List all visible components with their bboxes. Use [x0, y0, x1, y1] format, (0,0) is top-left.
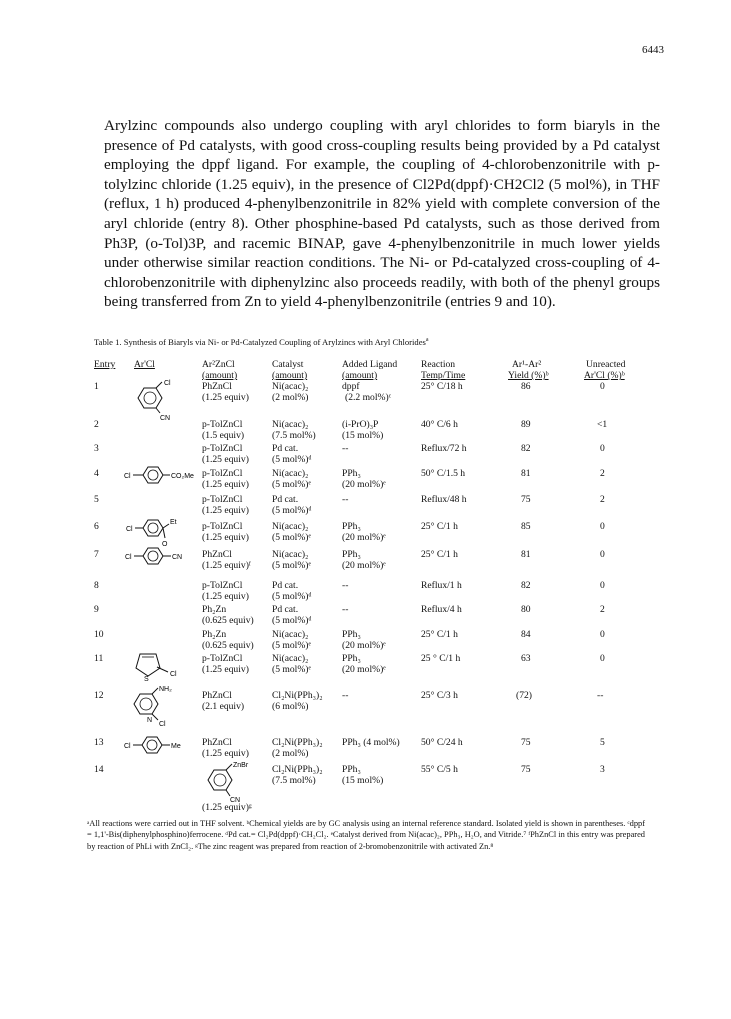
- row-5-catalyst: Pd cat.: [272, 494, 299, 505]
- row-6-conditions: 25° C/1 h: [421, 521, 458, 532]
- row-3-yield: 82: [521, 443, 531, 454]
- row-7-ligand: PPh₃: [342, 549, 361, 560]
- row-11-ligand-amount: (20 mol%)ᵉ: [342, 664, 386, 675]
- thiophene-ring-icon: [134, 648, 190, 682]
- row-14-zn-amount: (1.25 equiv)ᵍ: [202, 802, 252, 813]
- row-4-yield: 81: [521, 468, 531, 479]
- row-8-zn-amount: (1.25 equiv): [202, 591, 249, 602]
- row-13-catalyst: Cl₂Ni(PPh₃)₂: [272, 737, 323, 748]
- row-7-yield: 81: [521, 549, 531, 560]
- header-reaction-sub: Temp/Time: [421, 370, 466, 381]
- row-10-ligand-amount: (20 mol%)ᵉ: [342, 640, 386, 651]
- row-5-zn: p-TolZnCl: [202, 494, 243, 505]
- row-4-catalyst-amount: (5 mol%)ᵉ: [272, 479, 311, 490]
- row-7-label-cn: CN: [172, 554, 183, 561]
- row-2-zn-amount: (1.5 equiv): [202, 430, 245, 441]
- header-arzn-sub: (amount): [202, 370, 238, 381]
- row-11-structure: [134, 648, 190, 682]
- row-14-ligand: PPh₃: [342, 764, 361, 775]
- body-paragraph: Arylzinc compounds also undergo coupling with aryl chlorides to form biaryls in the presence of Pd catalysts, with good cross-coupling results being provided by a Pd catalyst employing the dppf ligand. For example, the coupling of 4-chlorobenzonitrile with p-tolylzinc chloride (1.25 equiv), in the presence of Cl2Pd(dppf)·CH2Cl2 (5 mol%), in THF (reflux, 1 h) produced 4-phenylbenzonitrile in 82% yield with complete conversion of the aryl chloride (entry 8). Other phosphine-based Pd catalysts, such as those derived from Ph3P, (o-Tol)3P, and racemic BINAP, gave 4-phenylbenzonitrile in much lower yields under otherwise similar reaction conditions. The Ni- or Pd-catalyzed cross-coupling of 4-chlorobenzonitrile with diphenylzinc also proceeds readily, with both of the phenyl groups being transferred from Zn to yield 4-phenylbenzonitrile (entries 9 and 10).: [104, 117, 660, 311]
- row-12-label-nh2: NH₂: [159, 686, 172, 693]
- row-9-zn: Ph₂Zn: [202, 604, 227, 615]
- row-5-catalyst-amount: (5 mol%)ᵈ: [272, 505, 312, 516]
- row-11-conditions: 25 ° C/1 h: [421, 653, 461, 664]
- row-11-entry: 11: [94, 653, 104, 664]
- row-7-zn: PhZnCl: [202, 549, 232, 560]
- row-7-ligand-amount: (20 mol%)ᵉ: [342, 560, 386, 571]
- row-14-label-cn: CN: [230, 797, 241, 804]
- benzene-ring-icon: [124, 464, 204, 484]
- row-13-conditions: 50° C/24 h: [421, 737, 463, 748]
- row-12-unreacted: --: [597, 690, 604, 701]
- row-12-entry: 12: [94, 690, 104, 701]
- row-14-yield: 75: [521, 764, 531, 775]
- row-10-unreacted: 0: [600, 629, 605, 640]
- row-12-catalyst-amount: (6 mol%): [272, 701, 309, 712]
- row-11-label-s: S: [144, 676, 149, 683]
- row-13-zn-amount: (1.25 equiv): [202, 748, 249, 759]
- row-1-structure: [130, 380, 190, 420]
- header-reaction: Reaction: [421, 359, 456, 370]
- row-8-unreacted: 0: [600, 580, 605, 591]
- header-product: Ar¹-Ar²: [512, 359, 542, 370]
- row-14-label-znbr: ZnBr: [233, 762, 249, 769]
- row-4-conditions: 50° C/1.5 h: [421, 468, 466, 479]
- row-10-yield: 84: [521, 629, 531, 640]
- row-11-catalyst: Ni(acac)₂: [272, 653, 309, 664]
- row-6-structure: [126, 514, 196, 548]
- row-4-ligand-amount: (20 mol%)ᵉ: [342, 479, 386, 490]
- row-14-catalyst: Cl₂Ni(PPh₃)₂: [272, 764, 323, 775]
- row-2-ligand: (i-PrO)₃P: [342, 419, 379, 430]
- row-10-zn-amount: (0.625 equiv): [202, 640, 254, 651]
- row-9-zn-amount: (0.625 equiv): [202, 615, 254, 626]
- row-11-zn: p-TolZnCl: [202, 653, 243, 664]
- row-3-entry: 3: [94, 443, 99, 454]
- row-10-zn: Ph₂Zn: [202, 629, 227, 640]
- row-12-conditions: 25° C/3 h: [421, 690, 458, 701]
- row-11-zn-amount: (1.25 equiv): [202, 664, 249, 675]
- row-8-entry: 8: [94, 580, 99, 591]
- row-14-unreacted: 3: [600, 764, 605, 775]
- row-12-label-n: N: [147, 717, 153, 724]
- row-3-zn: p-TolZnCl: [202, 443, 243, 454]
- row-6-label-cl: Cl: [126, 526, 133, 533]
- table-caption-text: Table 1. Synthesis of Biaryls via Ni- or Pd-Catalyzed Coupling of Arylzincs with Aryl Chlorides: [94, 337, 426, 347]
- row-13-zn: PhZnCl: [202, 737, 232, 748]
- row-4-label-cl: Cl: [124, 473, 131, 480]
- benzene-ring-icon: [125, 547, 195, 567]
- row-8-catalyst: Pd cat.: [272, 580, 299, 591]
- row-12-ligand: --: [342, 690, 349, 701]
- row-7-zn-amount: (1.25 equiv)ᶠ: [202, 560, 251, 571]
- table-caption-note: a: [425, 337, 429, 344]
- row-12-structure: [128, 684, 188, 728]
- row-10-ligand: PPh₃: [342, 629, 361, 640]
- row-3-conditions: Reflux/72 h: [421, 443, 467, 454]
- row-13-yield: 75: [521, 737, 531, 748]
- row-4-label-ester: CO₂Me: [171, 473, 194, 480]
- row-14-entry: 14: [94, 764, 104, 775]
- benzene-ring-icon: [130, 380, 190, 420]
- pyridine-ring-icon: [128, 684, 188, 728]
- row-12-zn-amount: (2.1 equiv): [202, 701, 245, 712]
- row-6-yield: 85: [521, 521, 531, 532]
- row-10-conditions: 25° C/1 h: [421, 629, 458, 640]
- row-1-yield: 86: [521, 381, 531, 392]
- row-1-entry: 1: [94, 381, 99, 392]
- header-product-sub: Yield (%)ᵇ: [508, 370, 549, 381]
- row-1-catalyst-amount: (2 mol%): [272, 392, 309, 403]
- row-11-yield: 63: [521, 653, 531, 664]
- row-2-conditions: 40° C/6 h: [421, 419, 458, 430]
- row-8-conditions: Reflux/1 h: [421, 580, 462, 591]
- row-7-label-cl: Cl: [125, 554, 132, 561]
- row-12-label-cl: Cl: [159, 721, 166, 728]
- row-1-label-cn: CN: [160, 415, 171, 422]
- header-unreacted-sub: Ar'Cl (%)ᵇ: [584, 370, 625, 381]
- row-14-structure: [202, 760, 262, 802]
- row-11-ligand: PPh₃: [342, 653, 361, 664]
- row-13-structure: [124, 736, 194, 756]
- row-2-unreacted: <1: [597, 419, 608, 430]
- row-6-catalyst: Ni(acac)₂: [272, 521, 309, 532]
- row-6-zn: p-TolZnCl: [202, 521, 243, 532]
- row-5-unreacted: 2: [600, 494, 605, 505]
- row-12-catalyst: Cl₂Ni(PPh₃)₂: [272, 690, 323, 701]
- header-catalyst-sub: (amount): [272, 370, 308, 381]
- row-6-unreacted: 0: [600, 521, 605, 532]
- row-6-entry: 6: [94, 521, 99, 532]
- header-unreacted: Unreacted: [586, 359, 626, 370]
- row-14-ligand-amount: (15 mol%): [342, 775, 384, 786]
- header-arcl: Ar'Cl: [134, 359, 155, 370]
- row-9-catalyst-amount: (5 mol%)ᵈ: [272, 615, 312, 626]
- row-3-unreacted: 0: [600, 443, 605, 454]
- header-arzn: Ar²ZnCl: [202, 359, 235, 370]
- row-8-ligand: --: [342, 580, 349, 591]
- row-1-unreacted: 0: [600, 381, 605, 392]
- row-2-catalyst-amount: (7.5 mol%): [272, 430, 316, 441]
- benzene-ring-icon: [124, 736, 194, 756]
- row-7-catalyst: Ni(acac)₂: [272, 549, 309, 560]
- row-4-zn-amount: (1.25 equiv): [202, 479, 249, 490]
- row-8-yield: 82: [521, 580, 531, 591]
- row-12-yield: (72): [516, 690, 532, 701]
- row-1-zn-amount: (1.25 equiv): [202, 392, 249, 403]
- row-13-ligand: PPh₃ (4 mol%): [342, 737, 400, 748]
- row-14-conditions: 55° C/5 h: [421, 764, 458, 775]
- row-4-zn: p-TolZnCl: [202, 468, 243, 479]
- row-7-conditions: 25° C/1 h: [421, 549, 458, 560]
- row-2-entry: 2: [94, 419, 99, 430]
- row-4-entry: 4: [94, 468, 99, 479]
- row-7-structure: [125, 547, 195, 567]
- row-5-entry: 5: [94, 494, 99, 505]
- row-3-catalyst-amount: (5 mol%)ᵈ: [272, 454, 312, 465]
- row-12-zn: PhZnCl: [202, 690, 232, 701]
- row-7-unreacted: 0: [600, 549, 605, 560]
- row-2-catalyst: Ni(acac)₂: [272, 419, 309, 430]
- row-1-ligand-amount: (2.2 mol%)ᶜ: [345, 392, 392, 403]
- row-6-ligand-amount: (20 mol%)ᵉ: [342, 532, 386, 543]
- row-6-ligand: PPh₃: [342, 521, 361, 532]
- row-13-label-me: Me: [171, 743, 181, 750]
- row-13-catalyst-amount: (2 mol%): [272, 748, 309, 759]
- header-ligand-sub: (amount): [342, 370, 378, 381]
- row-5-conditions: Reflux/48 h: [421, 494, 467, 505]
- row-2-ligand-amount: (15 mol%): [342, 430, 384, 441]
- row-1-catalyst: Ni(acac)₂: [272, 381, 309, 392]
- row-11-label-cl: Cl: [170, 671, 177, 678]
- row-9-entry: 9: [94, 604, 99, 615]
- row-10-entry: 10: [94, 629, 104, 640]
- row-1-conditions: 25° C/18 h: [421, 381, 463, 392]
- row-8-catalyst-amount: (5 mol%)ᵈ: [272, 591, 312, 602]
- page-number: 6443: [642, 44, 664, 56]
- row-14-catalyst-amount: (7.5 mol%): [272, 775, 316, 786]
- row-2-yield: 89: [521, 419, 531, 430]
- row-4-unreacted: 2: [600, 468, 605, 479]
- benzene-ring-icon: [202, 760, 262, 802]
- row-1-label-cl: Cl: [164, 380, 171, 387]
- row-3-zn-amount: (1.25 equiv): [202, 454, 249, 465]
- benzene-ring-icon: [126, 514, 196, 548]
- row-10-catalyst-amount: (5 mol%)ᵉ: [272, 640, 311, 651]
- row-9-yield: 80: [521, 604, 531, 615]
- row-11-catalyst-amount: (5 mol%)ᵉ: [272, 664, 311, 675]
- row-3-ligand: --: [342, 443, 349, 454]
- header-ligand: Added Ligand: [342, 359, 398, 370]
- row-4-catalyst: Ni(acac)₂: [272, 468, 309, 479]
- header-catalyst: Catalyst: [272, 359, 304, 370]
- row-6-zn-amount: (1.25 equiv): [202, 532, 249, 543]
- header-entry: Entry: [94, 359, 116, 370]
- row-9-conditions: Reflux/4 h: [421, 604, 462, 615]
- row-10-catalyst: Ni(acac)₂: [272, 629, 309, 640]
- row-1-zn: PhZnCl: [202, 381, 232, 392]
- table-footnotes: ᵃAll reactions were carried out in THF solvent. ᵇChemical yields are by GC analysis using an internal reference standard. Isolated yield is shown in parentheses. ᶜdppf = 1,1'-Bis(diphenylphosphino)ferrocene. ᵈPd cat.= Cl₂Pd(dppf)·CH₂Cl₂. ᵉCatalyst derived from Ni(acac)₂, PPh₃, H₂O, and Vitride.⁷ ᶠPhZnCl in this entry was prepared by reaction of PhLi with ZnCl₂. ᵍThe zinc reagent was prepared from reaction of 2-bromobenzonitrile with activated Zn.⁸: [87, 819, 645, 851]
- row-5-ligand: --: [342, 494, 349, 505]
- row-4-structure: [124, 464, 204, 484]
- row-13-unreacted: 5: [600, 737, 605, 748]
- row-2-zn: p-TolZnCl: [202, 419, 243, 430]
- row-1-ligand: dppf: [342, 381, 360, 392]
- row-7-entry: 7: [94, 549, 99, 560]
- row-8-zn: p-TolZnCl: [202, 580, 243, 591]
- row-5-yield: 75: [521, 494, 531, 505]
- row-3-catalyst: Pd cat.: [272, 443, 299, 454]
- row-9-unreacted: 2: [600, 604, 605, 615]
- row-13-entry: 13: [94, 737, 104, 748]
- row-13-label-cl: Cl: [124, 743, 131, 750]
- row-7-catalyst-amount: (5 mol%)ᵉ: [272, 560, 311, 571]
- row-6-catalyst-amount: (5 mol%)ᵉ: [272, 532, 311, 543]
- row-6-label-et: Et: [170, 519, 177, 526]
- row-9-ligand: --: [342, 604, 349, 615]
- row-6-label-o: O: [162, 541, 168, 548]
- row-9-catalyst: Pd cat.: [272, 604, 299, 615]
- row-5-zn-amount: (1.25 equiv): [202, 505, 249, 516]
- row-11-unreacted: 0: [600, 653, 605, 664]
- row-4-ligand: PPh₃: [342, 468, 361, 479]
